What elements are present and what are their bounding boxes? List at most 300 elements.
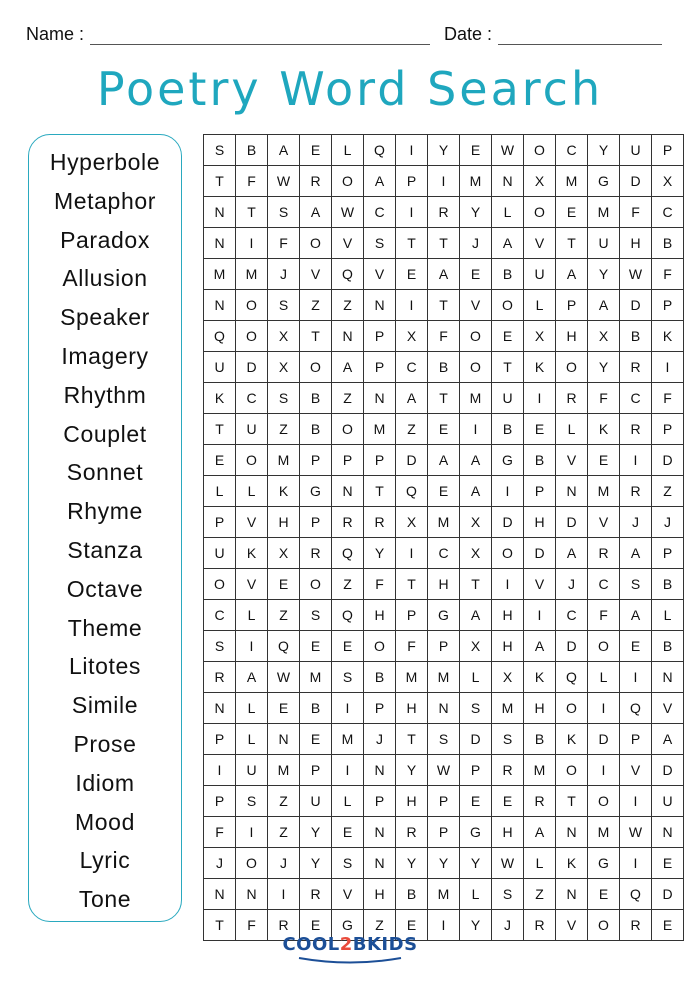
grid-cell[interactable]: A — [620, 538, 652, 569]
grid-cell[interactable]: Y — [396, 848, 428, 879]
grid-cell[interactable]: P — [300, 445, 332, 476]
grid-cell[interactable]: P — [364, 786, 396, 817]
grid-cell[interactable]: R — [300, 879, 332, 910]
date-line[interactable] — [498, 30, 662, 45]
grid-cell[interactable]: Y — [300, 817, 332, 848]
grid-cell[interactable]: Z — [268, 414, 300, 445]
grid-cell[interactable]: B — [524, 724, 556, 755]
grid-cell[interactable]: O — [236, 445, 268, 476]
grid-cell[interactable]: V — [236, 507, 268, 538]
grid-cell[interactable]: V — [556, 445, 588, 476]
grid-cell[interactable]: P — [428, 817, 460, 848]
grid-cell[interactable]: P — [364, 445, 396, 476]
grid-cell[interactable]: P — [652, 414, 684, 445]
grid-cell[interactable]: L — [332, 135, 364, 166]
grid-cell[interactable]: W — [268, 662, 300, 693]
grid-cell[interactable]: C — [428, 538, 460, 569]
grid-cell[interactable]: Y — [460, 910, 492, 941]
grid-cell[interactable]: Q — [332, 259, 364, 290]
grid-cell[interactable]: J — [268, 848, 300, 879]
grid-cell[interactable]: N — [204, 197, 236, 228]
grid-cell[interactable]: R — [332, 507, 364, 538]
grid-cell[interactable]: J — [652, 507, 684, 538]
grid-cell[interactable]: I — [524, 600, 556, 631]
grid-cell[interactable]: J — [492, 910, 524, 941]
grid-cell[interactable]: O — [492, 290, 524, 321]
grid-cell[interactable]: H — [524, 693, 556, 724]
grid-cell[interactable]: E — [300, 135, 332, 166]
grid-cell[interactable]: S — [268, 383, 300, 414]
grid-cell[interactable]: Y — [428, 848, 460, 879]
grid-cell[interactable]: Q — [620, 693, 652, 724]
grid-cell[interactable]: I — [652, 352, 684, 383]
grid-cell[interactable]: A — [620, 600, 652, 631]
grid-cell[interactable]: R — [588, 538, 620, 569]
grid-cell[interactable]: E — [492, 786, 524, 817]
grid-cell[interactable]: T — [556, 228, 588, 259]
grid-cell[interactable]: I — [620, 848, 652, 879]
grid-cell[interactable]: O — [492, 538, 524, 569]
grid-cell[interactable]: Q — [268, 631, 300, 662]
grid-cell[interactable]: E — [652, 848, 684, 879]
grid-cell[interactable]: M — [428, 879, 460, 910]
grid-cell[interactable]: B — [396, 879, 428, 910]
grid-cell[interactable]: X — [396, 321, 428, 352]
grid-cell[interactable]: P — [364, 321, 396, 352]
grid-cell[interactable]: O — [556, 755, 588, 786]
grid-cell[interactable]: U — [236, 414, 268, 445]
grid-cell[interactable]: X — [492, 662, 524, 693]
grid-cell[interactable]: U — [652, 786, 684, 817]
grid-cell[interactable]: R — [204, 662, 236, 693]
grid-cell[interactable]: E — [268, 569, 300, 600]
grid-cell[interactable]: H — [396, 786, 428, 817]
grid-cell[interactable]: V — [652, 693, 684, 724]
grid-cell[interactable]: C — [588, 569, 620, 600]
grid-cell[interactable]: E — [556, 197, 588, 228]
grid-cell[interactable]: B — [524, 445, 556, 476]
grid-cell[interactable]: X — [268, 321, 300, 352]
grid-cell[interactable]: S — [492, 724, 524, 755]
grid-cell[interactable]: B — [300, 693, 332, 724]
grid-cell[interactable]: N — [204, 290, 236, 321]
grid-cell[interactable]: X — [524, 321, 556, 352]
grid-cell[interactable]: Y — [460, 197, 492, 228]
grid-cell[interactable]: P — [460, 755, 492, 786]
grid-cell[interactable]: Q — [396, 476, 428, 507]
grid-cell[interactable]: M — [300, 662, 332, 693]
grid-cell[interactable]: W — [492, 848, 524, 879]
grid-cell[interactable]: R — [620, 352, 652, 383]
grid-cell[interactable]: T — [396, 569, 428, 600]
grid-cell[interactable]: R — [620, 476, 652, 507]
grid-cell[interactable]: L — [332, 786, 364, 817]
grid-cell[interactable]: U — [204, 538, 236, 569]
grid-cell[interactable]: B — [492, 259, 524, 290]
grid-cell[interactable]: N — [556, 879, 588, 910]
grid-cell[interactable]: V — [524, 569, 556, 600]
grid-cell[interactable]: N — [428, 693, 460, 724]
grid-cell[interactable]: J — [268, 259, 300, 290]
grid-cell[interactable]: E — [268, 693, 300, 724]
grid-cell[interactable]: P — [204, 724, 236, 755]
grid-cell[interactable]: J — [556, 569, 588, 600]
grid-cell[interactable]: L — [236, 600, 268, 631]
grid-cell[interactable]: X — [268, 352, 300, 383]
grid-cell[interactable]: R — [428, 197, 460, 228]
grid-cell[interactable]: G — [428, 600, 460, 631]
grid-cell[interactable]: O — [588, 786, 620, 817]
grid-cell[interactable]: T — [300, 321, 332, 352]
grid-cell[interactable]: N — [492, 166, 524, 197]
grid-cell[interactable]: F — [236, 910, 268, 941]
grid-cell[interactable]: V — [556, 910, 588, 941]
grid-cell[interactable]: A — [428, 445, 460, 476]
grid-cell[interactable]: I — [588, 755, 620, 786]
grid-cell[interactable]: T — [364, 476, 396, 507]
grid-cell[interactable]: O — [460, 352, 492, 383]
grid-cell[interactable]: I — [236, 817, 268, 848]
grid-cell[interactable]: N — [332, 476, 364, 507]
grid-cell[interactable]: L — [524, 848, 556, 879]
grid-cell[interactable]: M — [428, 507, 460, 538]
grid-cell[interactable]: T — [204, 414, 236, 445]
grid-cell[interactable]: Q — [556, 662, 588, 693]
grid-cell[interactable]: O — [364, 631, 396, 662]
grid-cell[interactable]: K — [204, 383, 236, 414]
grid-cell[interactable]: A — [396, 383, 428, 414]
grid-cell[interactable]: B — [652, 569, 684, 600]
grid-cell[interactable]: Z — [300, 290, 332, 321]
grid-cell[interactable]: I — [492, 476, 524, 507]
grid-cell[interactable]: Z — [332, 290, 364, 321]
grid-cell[interactable]: A — [300, 197, 332, 228]
grid-cell[interactable]: V — [332, 228, 364, 259]
grid-cell[interactable]: I — [460, 414, 492, 445]
grid-cell[interactable]: U — [524, 259, 556, 290]
grid-cell[interactable]: Q — [364, 135, 396, 166]
grid-cell[interactable]: A — [588, 290, 620, 321]
grid-cell[interactable]: I — [396, 197, 428, 228]
grid-cell[interactable]: E — [332, 631, 364, 662]
grid-cell[interactable]: N — [364, 383, 396, 414]
grid-cell[interactable]: R — [300, 166, 332, 197]
grid-cell[interactable]: M — [204, 259, 236, 290]
grid-cell[interactable]: Q — [332, 600, 364, 631]
grid-cell[interactable]: O — [300, 352, 332, 383]
grid-cell[interactable]: V — [460, 290, 492, 321]
grid-cell[interactable]: Y — [588, 259, 620, 290]
grid-cell[interactable]: T — [428, 228, 460, 259]
grid-cell[interactable]: I — [332, 693, 364, 724]
grid-cell[interactable]: P — [652, 290, 684, 321]
grid-cell[interactable]: W — [492, 135, 524, 166]
grid-cell[interactable]: Z — [268, 817, 300, 848]
grid-cell[interactable]: T — [428, 290, 460, 321]
grid-cell[interactable]: A — [268, 135, 300, 166]
grid-cell[interactable]: N — [268, 724, 300, 755]
grid-cell[interactable]: G — [300, 476, 332, 507]
grid-cell[interactable]: S — [332, 848, 364, 879]
grid-cell[interactable]: G — [492, 445, 524, 476]
grid-cell[interactable]: I — [396, 290, 428, 321]
grid-cell[interactable]: J — [364, 724, 396, 755]
grid-cell[interactable]: D — [524, 538, 556, 569]
grid-cell[interactable]: S — [460, 693, 492, 724]
grid-cell[interactable]: E — [460, 786, 492, 817]
grid-cell[interactable]: P — [204, 507, 236, 538]
grid-cell[interactable]: E — [460, 135, 492, 166]
grid-cell[interactable]: W — [332, 197, 364, 228]
grid-cell[interactable]: F — [588, 600, 620, 631]
grid-cell[interactable]: B — [300, 414, 332, 445]
grid-cell[interactable]: C — [556, 135, 588, 166]
grid-cell[interactable]: V — [620, 755, 652, 786]
grid-cell[interactable]: M — [588, 476, 620, 507]
grid-cell[interactable]: O — [300, 569, 332, 600]
grid-cell[interactable]: M — [236, 259, 268, 290]
grid-cell[interactable]: E — [492, 321, 524, 352]
grid-cell[interactable]: E — [300, 724, 332, 755]
grid-cell[interactable]: B — [236, 135, 268, 166]
grid-cell[interactable]: N — [236, 879, 268, 910]
grid-cell[interactable]: K — [556, 724, 588, 755]
grid-cell[interactable]: M — [364, 414, 396, 445]
grid-cell[interactable]: B — [652, 631, 684, 662]
grid-cell[interactable]: I — [236, 228, 268, 259]
grid-cell[interactable]: V — [364, 259, 396, 290]
grid-cell[interactable]: O — [332, 166, 364, 197]
grid-cell[interactable]: O — [588, 910, 620, 941]
grid-cell[interactable]: L — [236, 476, 268, 507]
grid-cell[interactable]: G — [332, 910, 364, 941]
grid-cell[interactable]: I — [620, 662, 652, 693]
grid-cell[interactable]: Z — [524, 879, 556, 910]
grid-cell[interactable]: H — [492, 817, 524, 848]
grid-cell[interactable]: O — [524, 197, 556, 228]
grid-cell[interactable]: Y — [588, 135, 620, 166]
grid-cell[interactable]: N — [364, 848, 396, 879]
grid-cell[interactable]: L — [460, 879, 492, 910]
grid-cell[interactable]: A — [428, 259, 460, 290]
grid-cell[interactable]: J — [204, 848, 236, 879]
grid-cell[interactable]: K — [524, 662, 556, 693]
grid-cell[interactable]: S — [300, 600, 332, 631]
grid-cell[interactable]: E — [204, 445, 236, 476]
grid-cell[interactable]: R — [620, 910, 652, 941]
grid-cell[interactable]: E — [460, 259, 492, 290]
grid-cell[interactable]: R — [556, 383, 588, 414]
grid-cell[interactable]: J — [620, 507, 652, 538]
grid-cell[interactable]: D — [556, 507, 588, 538]
grid-cell[interactable]: T — [204, 166, 236, 197]
grid-cell[interactable]: M — [332, 724, 364, 755]
grid-cell[interactable]: S — [236, 786, 268, 817]
grid-cell[interactable]: E — [300, 631, 332, 662]
grid-cell[interactable]: U — [204, 352, 236, 383]
grid-cell[interactable]: F — [396, 631, 428, 662]
grid-cell[interactable]: P — [620, 724, 652, 755]
grid-cell[interactable]: T — [556, 786, 588, 817]
grid-cell[interactable]: D — [620, 290, 652, 321]
grid-cell[interactable]: F — [652, 259, 684, 290]
grid-cell[interactable]: R — [396, 817, 428, 848]
grid-cell[interactable]: P — [300, 755, 332, 786]
grid-cell[interactable]: S — [620, 569, 652, 600]
grid-cell[interactable]: R — [492, 755, 524, 786]
grid-cell[interactable]: B — [620, 321, 652, 352]
grid-cell[interactable]: Q — [332, 538, 364, 569]
grid-cell[interactable]: I — [396, 135, 428, 166]
grid-cell[interactable]: M — [556, 166, 588, 197]
grid-cell[interactable]: Z — [332, 569, 364, 600]
grid-cell[interactable]: H — [364, 879, 396, 910]
grid-cell[interactable]: W — [620, 817, 652, 848]
grid-cell[interactable]: H — [268, 507, 300, 538]
grid-cell[interactable]: C — [620, 383, 652, 414]
grid-cell[interactable]: X — [524, 166, 556, 197]
grid-cell[interactable]: A — [524, 631, 556, 662]
grid-cell[interactable]: P — [396, 600, 428, 631]
grid-cell[interactable]: P — [204, 786, 236, 817]
grid-cell[interactable]: J — [460, 228, 492, 259]
grid-cell[interactable]: N — [652, 817, 684, 848]
grid-cell[interactable]: N — [364, 755, 396, 786]
grid-cell[interactable]: N — [204, 879, 236, 910]
grid-cell[interactable]: Y — [300, 848, 332, 879]
grid-cell[interactable]: F — [652, 383, 684, 414]
grid-cell[interactable]: Q — [204, 321, 236, 352]
grid-cell[interactable]: A — [460, 445, 492, 476]
grid-cell[interactable]: O — [556, 352, 588, 383]
grid-cell[interactable]: V — [236, 569, 268, 600]
grid-cell[interactable]: U — [492, 383, 524, 414]
grid-cell[interactable]: F — [588, 383, 620, 414]
grid-cell[interactable]: C — [204, 600, 236, 631]
grid-cell[interactable]: M — [428, 662, 460, 693]
grid-cell[interactable]: V — [300, 259, 332, 290]
grid-cell[interactable]: O — [588, 631, 620, 662]
grid-cell[interactable]: O — [556, 693, 588, 724]
grid-cell[interactable]: G — [588, 848, 620, 879]
grid-cell[interactable]: K — [556, 848, 588, 879]
grid-cell[interactable]: R — [524, 910, 556, 941]
grid-cell[interactable]: X — [268, 538, 300, 569]
grid-cell[interactable]: A — [460, 600, 492, 631]
grid-cell[interactable]: D — [492, 507, 524, 538]
grid-cell[interactable]: T — [396, 724, 428, 755]
grid-cell[interactable]: E — [300, 910, 332, 941]
grid-cell[interactable]: Y — [364, 538, 396, 569]
grid-cell[interactable]: N — [652, 662, 684, 693]
grid-cell[interactable]: L — [236, 693, 268, 724]
grid-cell[interactable]: D — [396, 445, 428, 476]
grid-cell[interactable]: C — [364, 197, 396, 228]
grid-cell[interactable]: K — [236, 538, 268, 569]
grid-cell[interactable]: P — [300, 507, 332, 538]
grid-cell[interactable]: M — [588, 817, 620, 848]
date-field[interactable] — [444, 24, 662, 45]
grid-cell[interactable]: L — [460, 662, 492, 693]
grid-cell[interactable]: H — [428, 569, 460, 600]
grid-cell[interactable]: P — [556, 290, 588, 321]
grid-cell[interactable]: I — [428, 166, 460, 197]
grid-cell[interactable]: L — [492, 197, 524, 228]
grid-cell[interactable]: H — [556, 321, 588, 352]
grid-cell[interactable]: S — [364, 228, 396, 259]
grid-cell[interactable]: Y — [396, 755, 428, 786]
grid-cell[interactable]: B — [300, 383, 332, 414]
grid-cell[interactable]: C — [556, 600, 588, 631]
grid-cell[interactable]: C — [236, 383, 268, 414]
grid-cell[interactable]: L — [652, 600, 684, 631]
grid-cell[interactable]: E — [620, 631, 652, 662]
grid-cell[interactable]: Q — [620, 879, 652, 910]
grid-cell[interactable]: A — [332, 352, 364, 383]
grid-cell[interactable]: X — [652, 166, 684, 197]
grid-cell[interactable]: A — [556, 538, 588, 569]
grid-cell[interactable]: F — [620, 197, 652, 228]
grid-cell[interactable]: P — [364, 693, 396, 724]
grid-cell[interactable]: P — [332, 445, 364, 476]
grid-cell[interactable]: K — [524, 352, 556, 383]
grid-cell[interactable]: T — [204, 910, 236, 941]
grid-cell[interactable]: Y — [428, 135, 460, 166]
grid-cell[interactable]: A — [524, 817, 556, 848]
grid-cell[interactable]: W — [268, 166, 300, 197]
grid-cell[interactable]: D — [236, 352, 268, 383]
grid-cell[interactable]: B — [492, 414, 524, 445]
grid-cell[interactable]: T — [396, 228, 428, 259]
grid-cell[interactable]: R — [300, 538, 332, 569]
grid-cell[interactable]: D — [652, 445, 684, 476]
grid-cell[interactable]: V — [588, 507, 620, 538]
grid-cell[interactable]: H — [620, 228, 652, 259]
grid-cell[interactable]: O — [236, 290, 268, 321]
grid-cell[interactable]: E — [396, 910, 428, 941]
grid-cell[interactable]: Z — [268, 600, 300, 631]
grid-cell[interactable]: L — [236, 724, 268, 755]
grid-cell[interactable]: Y — [460, 848, 492, 879]
grid-cell[interactable]: P — [364, 352, 396, 383]
name-field[interactable] — [26, 24, 430, 45]
grid-cell[interactable]: P — [428, 631, 460, 662]
grid-cell[interactable]: M — [396, 662, 428, 693]
grid-cell[interactable]: S — [268, 290, 300, 321]
grid-cell[interactable]: R — [364, 507, 396, 538]
grid-cell[interactable]: Z — [652, 476, 684, 507]
grid-cell[interactable]: S — [204, 135, 236, 166]
grid-cell[interactable]: O — [204, 569, 236, 600]
grid-cell[interactable]: B — [428, 352, 460, 383]
grid-cell[interactable]: E — [428, 414, 460, 445]
grid-cell[interactable]: L — [524, 290, 556, 321]
grid-cell[interactable]: F — [236, 166, 268, 197]
grid-cell[interactable]: P — [524, 476, 556, 507]
grid-cell[interactable]: I — [268, 879, 300, 910]
grid-cell[interactable]: X — [396, 507, 428, 538]
name-line[interactable] — [90, 30, 430, 45]
grid-cell[interactable]: K — [268, 476, 300, 507]
grid-cell[interactable]: U — [588, 228, 620, 259]
grid-cell[interactable]: M — [460, 383, 492, 414]
grid-cell[interactable]: O — [524, 135, 556, 166]
grid-cell[interactable]: W — [428, 755, 460, 786]
grid-cell[interactable]: O — [236, 848, 268, 879]
grid-cell[interactable]: F — [204, 817, 236, 848]
grid-cell[interactable]: B — [652, 228, 684, 259]
grid-cell[interactable]: E — [588, 445, 620, 476]
